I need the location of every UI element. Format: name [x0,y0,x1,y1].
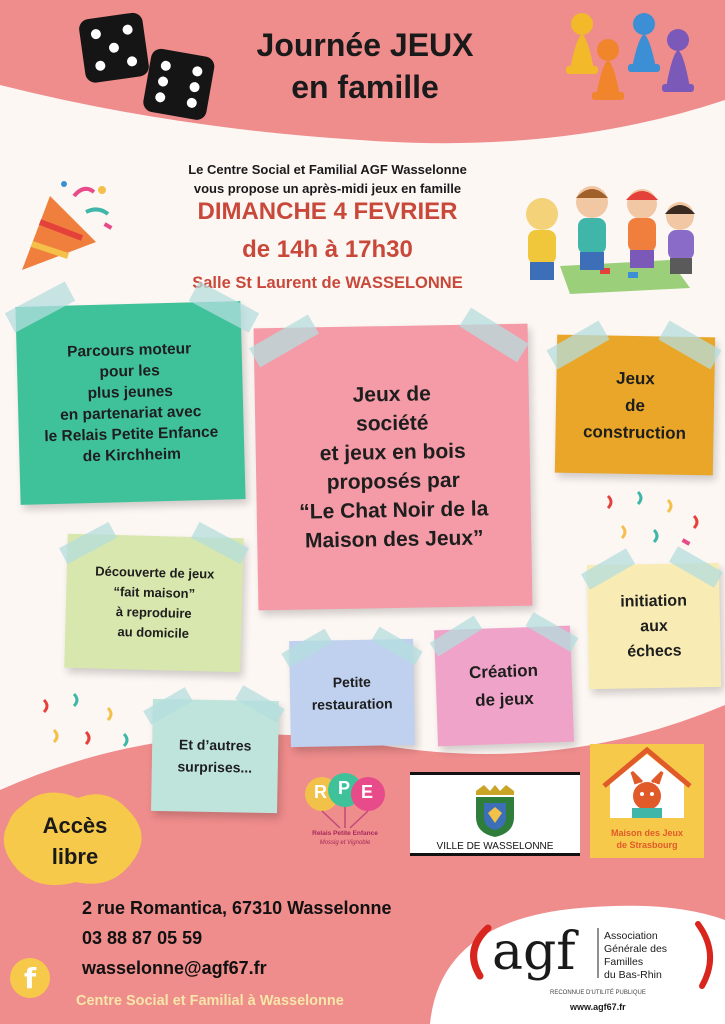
motor-line-6: de Kirchheim [82,445,182,466]
discovery-line-1: Découverte de jeux [95,563,215,582]
contact-phone: 03 88 87 05 59 [82,928,203,948]
agf-name-line-4: du Bas-Rhin [604,969,662,981]
dice-icon [72,8,222,120]
rpe-letter-r: R [314,782,327,802]
access-line-1: Accès [42,813,108,838]
discovery-line-3: à reproduire [115,604,192,621]
society-line-2: société [355,411,429,436]
rpe-caption: Relais Petite Enfance [312,830,378,837]
surprises-line-2: surprises... [177,758,253,776]
event-venue: Salle St Laurent de WASSELONNE [192,274,463,292]
agf-name-line-2: Générale des [604,943,668,955]
note-board-games [254,324,533,611]
note-chess-initiation [587,563,721,689]
motor-line-1: Parcours moteur [66,340,192,361]
confetti-decoration [34,690,144,760]
rpe-letter-p: P [338,778,351,798]
note-surprises [151,699,279,813]
page-title [220,24,510,108]
rpe-tagline: Mossig et Vignoble [319,840,371,846]
access-badge-text [0,810,150,872]
intro-text [150,160,505,198]
discovery-line-4: au domicile [117,624,190,641]
agf-url[interactable]: www.agf67.fr [570,1002,626,1012]
facebook-icon[interactable] [10,958,50,998]
maison-line-1: Maison des Jeux [610,828,684,838]
society-line-5: “Le Chat Noir de la [299,497,489,524]
town-caption: VILLE DE WASSELONNE [436,841,554,852]
construction-line-3: construction [582,421,687,443]
intro-line-2: vous propose un après-midi jeux en famille [193,181,462,196]
agf-logo [458,914,720,1014]
motor-line-2: pour les [99,362,161,381]
note-homemade-games [64,534,243,673]
contact-address: 2 rue Romantica, 67310 Wasselonne [82,898,392,918]
event-time: de 14h à 17h30 [242,236,413,263]
surprises-line-1: Et d’autres [178,736,252,754]
agf-wordmark: agf [492,922,576,982]
title-line-2: en famille [291,69,439,105]
food-line-2: restauration [311,695,393,713]
food-line-1: Petite [332,673,372,691]
title-line-1: Journée JEUX [256,27,474,63]
event-date: DIMANCHE 4 FEVRIER [197,198,458,225]
facebook-page-name[interactable]: Centre Social et Familial à Wasselonne [76,993,344,1009]
agf-name-line-1: Association [604,930,658,942]
cat-jester-icon [590,744,704,824]
children-playing-illustration [510,176,710,296]
rpe-logo [300,770,390,852]
motor-line-4: en partenariat avec [59,403,202,424]
agf-full-name [604,930,667,982]
chess-line-3: échecs [627,642,682,660]
note-motor-course [15,301,245,505]
maison-line-2: de Strasbourg [616,840,678,850]
maison-des-jeux-logo [590,744,704,858]
construction-line-2: de [624,395,646,415]
intro-line-1: Le Centre Social et Familial AGF Wasselonne [188,162,467,177]
game-pawns-icon [560,8,700,108]
chess-line-1: initiation [620,591,688,611]
society-line-1: Jeux de [352,382,432,407]
confetti-decoration [598,486,708,556]
access-line-2: libre [51,844,99,869]
agf-name-line-3: Familles [604,956,644,968]
creation-line-1: Création [468,660,539,683]
creation-line-2: de jeux [474,688,535,711]
party-popper-icon [16,176,116,276]
society-line-4: proposés par [326,468,460,495]
town-logo [410,772,580,856]
contact-email[interactable]: wasselonne@agf67.fr [82,958,267,978]
construction-line-1: Jeux [615,368,656,388]
society-line-3: et jeux en bois [319,439,466,466]
town-crest-icon [470,783,520,839]
chess-line-2: aux [640,617,668,635]
agf-recognized: RECONNUE D'UTILITÉ PUBLIQUE [550,990,646,996]
rpe-letter-e: E [361,782,374,802]
facebook-f-glyph: f [24,962,37,995]
discovery-line-2: “fait maison” [113,583,196,602]
motor-line-3: plus jeunes [87,382,174,403]
motor-line-5: le Relais Petite Enfance [44,423,219,446]
society-line-6: Maison des Jeux” [304,526,484,553]
